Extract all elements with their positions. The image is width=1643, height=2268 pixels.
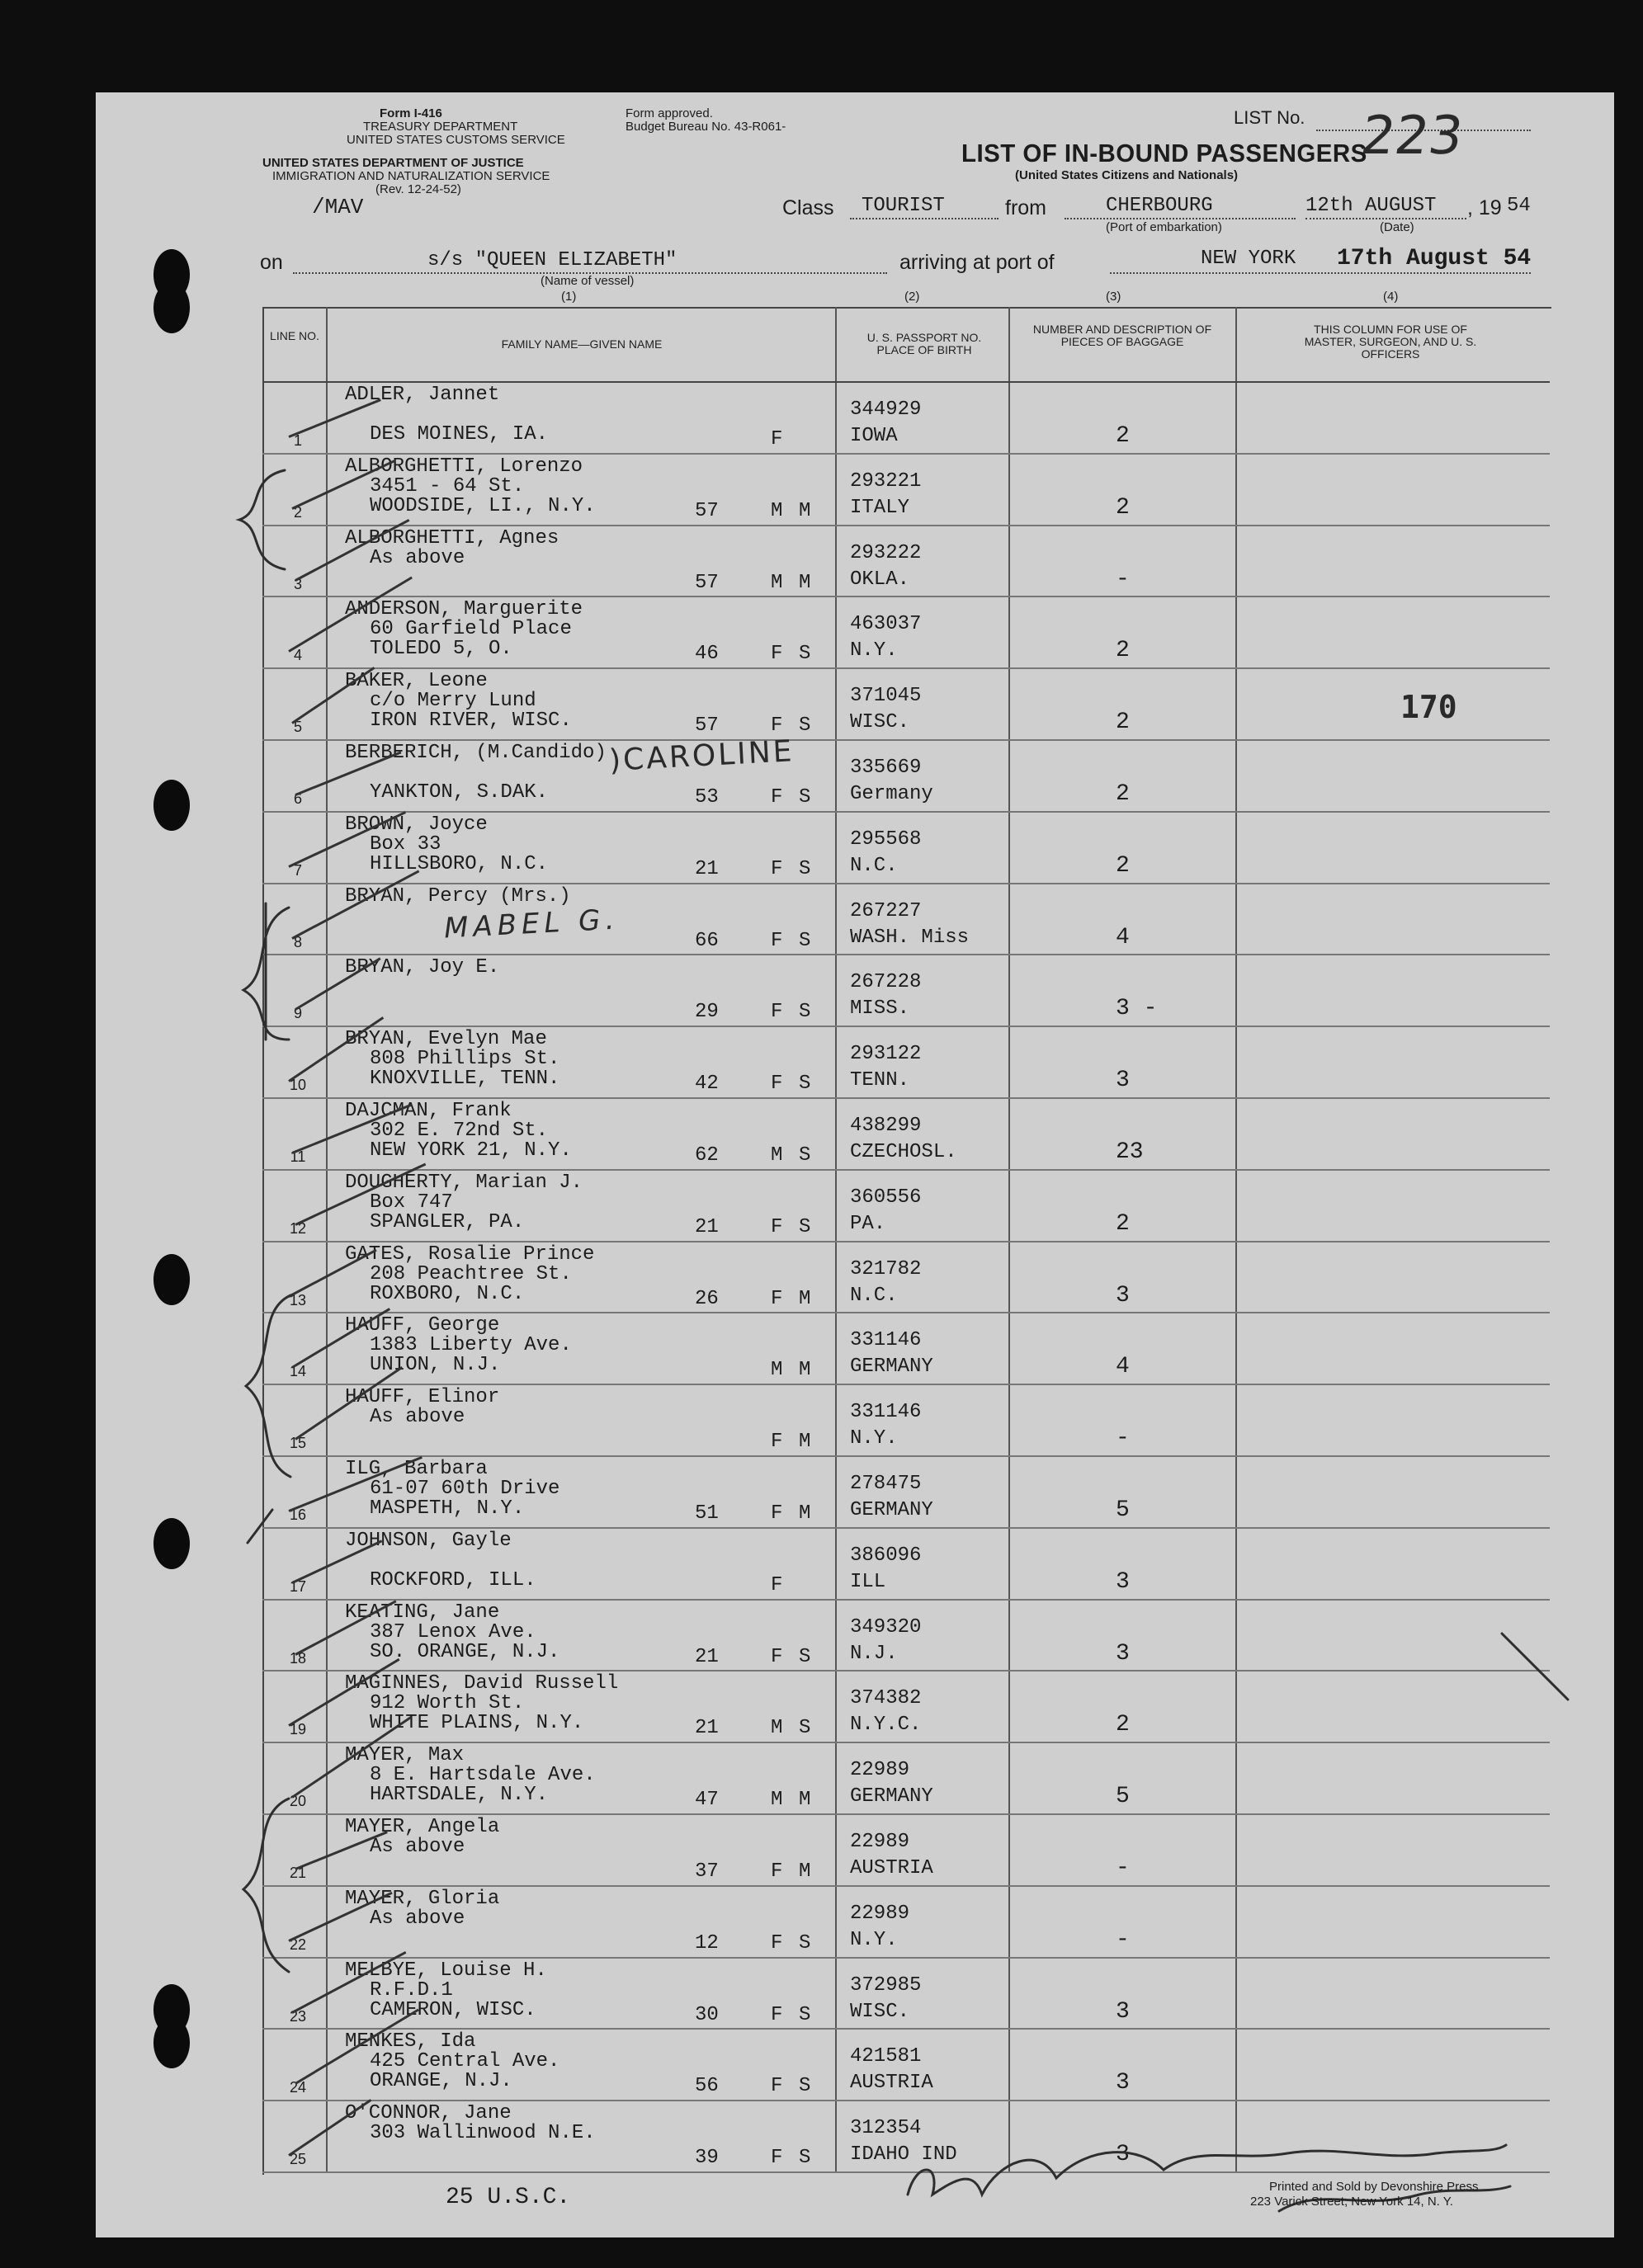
baggage-count: 3 bbox=[1116, 1998, 1130, 2025]
passenger-city: HILLSBORO, N.C. bbox=[370, 852, 549, 875]
arrival-date: 17th August 54 bbox=[1337, 246, 1532, 271]
passenger-name: JOHNSON, Gayle bbox=[345, 1529, 512, 1552]
class-label: Class bbox=[782, 196, 834, 219]
passport-number: 463037 bbox=[850, 613, 922, 636]
passenger-name: BRYAN, Joy E. bbox=[345, 956, 500, 979]
passenger-sex: F bbox=[771, 2075, 783, 2098]
passenger-address: 208 Peachtree St. bbox=[370, 1262, 572, 1285]
passenger-address: 425 Central Ave. bbox=[370, 2050, 560, 2073]
passenger-age: 66 bbox=[695, 929, 719, 952]
passenger-name: GATES, Rosalie Prince bbox=[345, 1242, 595, 1266]
passenger-city: NEW YORK 21, N.Y. bbox=[370, 1139, 572, 1162]
place-of-birth: WISC. bbox=[850, 711, 910, 734]
passenger-address: 808 Phillips St. bbox=[370, 1048, 560, 1071]
passenger-marital-status: M bbox=[799, 1359, 811, 1382]
passport-number: 22989 bbox=[850, 1759, 910, 1782]
baggage-count: - bbox=[1116, 1855, 1130, 1881]
line-number: 14 bbox=[289, 1363, 307, 1380]
vessel-caption: (Name of vessel) bbox=[541, 274, 635, 288]
header-baggage: NUMBER AND DESCRIPTION OF PIECES OF BAGGAGE bbox=[1032, 323, 1212, 348]
passport-number: 22989 bbox=[850, 1902, 910, 1925]
passenger-name: ADLER, Jannet bbox=[345, 384, 500, 406]
passenger-marital-status: M bbox=[799, 1287, 811, 1310]
passenger-name: BRYAN, Percy (Mrs.) bbox=[345, 884, 571, 908]
place-of-birth: WISC. bbox=[850, 2000, 910, 2023]
passenger-marital-status: S bbox=[799, 929, 811, 952]
form-revision: (Rev. 12-24-52) bbox=[375, 182, 461, 196]
dept-immigration: IMMIGRATION AND NATURALIZATION SERVICE bbox=[272, 169, 550, 183]
class-value: TOURIST bbox=[862, 195, 945, 217]
passenger-marital-status: S bbox=[799, 2147, 811, 2170]
line-number: 20 bbox=[289, 1793, 307, 1810]
place-of-birth: OKLA. bbox=[850, 568, 910, 591]
passenger-age: 57 bbox=[695, 571, 719, 594]
passenger-address: 302 E. 72nd St. bbox=[370, 1120, 549, 1142]
officer-number: 170 bbox=[1400, 689, 1457, 725]
passport-number: 349320 bbox=[850, 1615, 922, 1639]
place-of-birth: TENN. bbox=[850, 1069, 910, 1092]
place-of-birth: IDAHO IND bbox=[850, 2143, 957, 2167]
passenger-city: SO. ORANGE, N.J. bbox=[370, 1640, 560, 1663]
passenger-address: R.F.D.1 bbox=[370, 1978, 453, 2002]
passport-number: 267228 bbox=[850, 971, 922, 994]
baggage-count: 3 bbox=[1116, 2142, 1130, 2168]
printer-line-2: 223 Varick Street, New York 14, N. Y. bbox=[1250, 2195, 1453, 2209]
passenger-name: ALBORGHETTI, Lorenzo bbox=[345, 455, 583, 478]
passenger-city: YANKTON, S.DAK. bbox=[370, 781, 549, 804]
port-of-embarkation: CHERBOURG bbox=[1106, 195, 1213, 217]
line-number: 25 bbox=[289, 2151, 307, 2168]
header-officers: THIS COLUMN FOR USE OF MASTER, SURGEON, AND U. S. OFFICERS bbox=[1304, 323, 1477, 361]
place-of-birth: N.C. bbox=[850, 854, 898, 877]
arriving-label: arriving at port of bbox=[899, 251, 1055, 274]
passenger-marital-status: S bbox=[799, 2075, 811, 2098]
passenger-name: MELBYE, Louise H. bbox=[345, 1959, 547, 1982]
dept-customs: UNITED STATES CUSTOMS SERVICE bbox=[347, 133, 565, 147]
baggage-count: 2 bbox=[1116, 1712, 1130, 1738]
passenger-marital-status: M bbox=[799, 1789, 811, 1812]
header-passport: U. S. PASSPORT NO. PLACE OF BIRTH bbox=[866, 331, 982, 356]
passenger-city: UNION, N.J. bbox=[370, 1354, 501, 1377]
form-number: Form I-416 bbox=[380, 106, 442, 120]
passport-number: 312354 bbox=[850, 2117, 922, 2140]
passenger-address: 60 Garfield Place bbox=[370, 618, 572, 641]
passport-number: 335669 bbox=[850, 757, 922, 779]
place-of-birth: N.Y.C. bbox=[850, 1714, 922, 1737]
passport-number: 372985 bbox=[850, 1973, 922, 1997]
passport-number: 360556 bbox=[850, 1186, 922, 1209]
baggage-count: 5 bbox=[1116, 1497, 1130, 1523]
col-num-1: (1) bbox=[561, 290, 577, 304]
baggage-count: 5 bbox=[1116, 1784, 1130, 1810]
line-number: 16 bbox=[289, 1506, 307, 1523]
printer-line-1: Printed and Sold by Devonshire Press bbox=[1269, 2180, 1479, 2194]
passenger-marital-status: S bbox=[799, 2003, 811, 2026]
passenger-marital-status: S bbox=[799, 786, 811, 809]
passenger-sex: F bbox=[771, 1860, 783, 1883]
line-number: 13 bbox=[289, 1291, 307, 1308]
passport-number: 371045 bbox=[850, 685, 922, 708]
passenger-marital-status: M bbox=[799, 1502, 811, 1525]
passenger-marital-status: S bbox=[799, 1215, 811, 1238]
form-approved: Form approved. bbox=[626, 106, 713, 120]
passenger-sex: F bbox=[771, 1431, 783, 1454]
place-of-birth: N.J. bbox=[850, 1642, 898, 1665]
passenger-name: HAUFF, Elinor bbox=[345, 1386, 500, 1409]
footer-usc: 25 U.S.C. bbox=[446, 2185, 571, 2210]
passport-number: 421581 bbox=[850, 2045, 922, 2068]
place-of-birth: Germany bbox=[850, 783, 933, 805]
passenger-city: ROXBORO, N.C. bbox=[370, 1282, 525, 1305]
mav-code: /MAV bbox=[312, 195, 364, 219]
passenger-address: c/o Merry Lund bbox=[370, 690, 536, 713]
place-of-birth: CZECHOSL. bbox=[850, 1141, 957, 1163]
baggage-count: 2 bbox=[1116, 781, 1130, 807]
line-number: 24 bbox=[289, 2079, 307, 2096]
passenger-city: SPANGLER, PA. bbox=[370, 1210, 525, 1233]
arrival-port: NEW YORK bbox=[1201, 248, 1296, 270]
passenger-sex: F bbox=[771, 1073, 783, 1096]
passenger-marital-status: S bbox=[799, 1073, 811, 1096]
passport-number: 344929 bbox=[850, 398, 922, 421]
passenger-age: 42 bbox=[695, 1073, 719, 1096]
baggage-count: 3 bbox=[1116, 1282, 1130, 1308]
col-num-3: (3) bbox=[1106, 290, 1121, 304]
passport-number: 331146 bbox=[850, 1329, 922, 1352]
passenger-marital-status: S bbox=[799, 1717, 811, 1740]
passenger-marital-status: S bbox=[799, 1001, 811, 1024]
passenger-sex: M bbox=[771, 1144, 783, 1167]
passenger-city: ORANGE, N.J. bbox=[370, 2070, 512, 2093]
place-of-birth: N.Y. bbox=[850, 1427, 898, 1450]
dept-justice: UNITED STATES DEPARTMENT OF JUSTICE bbox=[262, 156, 524, 170]
passenger-city: TOLEDO 5, O. bbox=[370, 638, 512, 661]
passenger-city: CAMERON, WISC. bbox=[370, 1998, 536, 2021]
passenger-marital-status: M bbox=[799, 571, 811, 594]
passenger-city: MASPETH, N.Y. bbox=[370, 1497, 525, 1520]
baggage-count: 3 - bbox=[1116, 996, 1158, 1022]
passport-number: 331146 bbox=[850, 1401, 922, 1424]
line-number: 12 bbox=[289, 1219, 307, 1237]
line-number: 18 bbox=[289, 1649, 307, 1667]
passenger-sex: F bbox=[771, 2003, 783, 2026]
passenger-name: KEATING, Jane bbox=[345, 1601, 500, 1624]
year: 54 bbox=[1507, 195, 1531, 217]
passenger-address: As above bbox=[370, 1907, 465, 1930]
passenger-city: WOODSIDE, LI., N.Y. bbox=[370, 494, 596, 517]
passport-number: 321782 bbox=[850, 1257, 922, 1280]
baggage-count: 23 bbox=[1116, 1139, 1144, 1165]
passenger-marital-status: M bbox=[799, 1431, 811, 1454]
from-label: from bbox=[1005, 196, 1046, 219]
passenger-age: 12 bbox=[695, 1931, 719, 1954]
list-no-handwritten: 223 bbox=[1357, 106, 1467, 167]
passenger-address: 912 Worth St. bbox=[370, 1692, 525, 1715]
form-title: LIST OF IN-BOUND PASSENGERS bbox=[961, 139, 1367, 167]
passenger-sex: F bbox=[771, 714, 783, 738]
baggage-count: 2 bbox=[1116, 852, 1130, 879]
passenger-marital-status: M bbox=[799, 499, 811, 522]
passenger-age: 39 bbox=[695, 2147, 719, 2170]
passport-number: 293122 bbox=[850, 1043, 922, 1066]
place-of-birth: ITALY bbox=[850, 496, 910, 519]
passenger-age: 37 bbox=[695, 1860, 719, 1883]
line-number: 19 bbox=[289, 1721, 307, 1738]
line-number: 4 bbox=[293, 647, 302, 664]
line-number: 11 bbox=[290, 1148, 306, 1165]
line-number: 10 bbox=[289, 1077, 307, 1094]
passenger-address: Box 747 bbox=[370, 1191, 453, 1214]
passenger-name: MENKES, Ida bbox=[345, 2030, 476, 2053]
passenger-name: DOUGHERTY, Marian J. bbox=[345, 1171, 583, 1194]
passenger-name: MAYER, Angela bbox=[345, 1816, 500, 1838]
line-number: 7 bbox=[293, 861, 302, 879]
passenger-marital-status: S bbox=[799, 1645, 811, 1668]
passenger-sex: M bbox=[771, 1789, 783, 1812]
passenger-sex: M bbox=[771, 571, 783, 594]
passenger-address: As above bbox=[370, 546, 465, 569]
passenger-address: 1383 Liberty Ave. bbox=[370, 1334, 572, 1357]
line-number: 2 bbox=[293, 503, 302, 521]
passenger-sex: M bbox=[771, 499, 783, 522]
baggage-count: - bbox=[1116, 1926, 1130, 1953]
passenger-age: 21 bbox=[695, 1215, 719, 1238]
baggage-count: 2 bbox=[1116, 1210, 1130, 1237]
passenger-sex: F bbox=[771, 1215, 783, 1238]
passenger-age: 56 bbox=[695, 2075, 719, 2098]
on-label: on bbox=[260, 251, 283, 274]
passenger-address: As above bbox=[370, 1836, 465, 1858]
passenger-age: 30 bbox=[695, 2003, 719, 2026]
header-line-no: LINE NO. bbox=[270, 329, 319, 342]
passenger-sex: F bbox=[771, 643, 783, 666]
passport-number: 295568 bbox=[850, 828, 922, 851]
place-of-birth: WASH. Miss bbox=[850, 926, 970, 949]
passenger-age: 21 bbox=[695, 1645, 719, 1668]
line-number: 22 bbox=[289, 1936, 307, 1953]
passenger-sex: F bbox=[771, 1287, 783, 1310]
place-of-birth: ILL bbox=[850, 1570, 886, 1593]
line-number: 9 bbox=[293, 1005, 302, 1022]
passenger-sex: M bbox=[771, 1359, 783, 1382]
baggage-count: 4 bbox=[1116, 1354, 1130, 1380]
vessel-name: s/s "QUEEN ELIZABETH" bbox=[427, 249, 678, 271]
form-subtitle: (United States Citizens and Nationals) bbox=[1015, 168, 1239, 182]
passenger-name: MAYER, Max bbox=[345, 1744, 465, 1767]
caroline-correction: )CAROLINE bbox=[608, 734, 796, 778]
passenger-name: BROWN, Joyce bbox=[345, 813, 488, 836]
passport-number: 267227 bbox=[850, 899, 922, 922]
baggage-count: - bbox=[1116, 566, 1130, 592]
passport-number: 386096 bbox=[850, 1544, 922, 1567]
col-num-4: (4) bbox=[1383, 290, 1399, 304]
passenger-address: 8 E. Hartsdale Ave. bbox=[370, 1764, 596, 1787]
passenger-address: As above bbox=[370, 1406, 465, 1429]
passenger-city: HARTSDALE, N.Y. bbox=[370, 1784, 549, 1807]
baggage-count: 2 bbox=[1116, 710, 1130, 736]
passenger-address: 387 Lenox Ave. bbox=[370, 1620, 536, 1643]
passenger-address: 61-07 60th Drive bbox=[370, 1478, 560, 1500]
baggage-count: 3 bbox=[1116, 1068, 1130, 1094]
passenger-address: 303 Wallinwood N.E. bbox=[370, 2122, 596, 2145]
place-of-birth: IOWA bbox=[850, 425, 898, 447]
passport-number: 374382 bbox=[850, 1687, 922, 1710]
passenger-name: MAYER, Gloria bbox=[345, 1887, 500, 1910]
date-caption: (Date) bbox=[1380, 220, 1414, 234]
year-prefix: , 19 bbox=[1467, 196, 1502, 219]
passenger-name: ALBORGHETTI, Agnes bbox=[345, 526, 559, 549]
embark-date: 12th AUGUST bbox=[1305, 195, 1437, 217]
passenger-sex: F bbox=[771, 2147, 783, 2170]
passenger-name: MAGINNES, David Russell bbox=[345, 1672, 619, 1695]
port-caption: (Port of embarkation) bbox=[1106, 220, 1222, 234]
passenger-address: 3451 - 64 St. bbox=[370, 474, 525, 497]
mabel-correction: MABEL G. bbox=[443, 903, 621, 945]
passport-number: 438299 bbox=[850, 1115, 922, 1137]
passenger-city: ROCKFORD, ILL. bbox=[370, 1568, 536, 1591]
place-of-birth: MISS. bbox=[850, 997, 910, 1021]
place-of-birth: N.C. bbox=[850, 1284, 898, 1307]
passport-number: 278475 bbox=[850, 1473, 922, 1495]
place-of-birth: PA. bbox=[850, 1212, 886, 1235]
passenger-sex: F bbox=[771, 1931, 783, 1954]
place-of-birth: N.Y. bbox=[850, 1928, 898, 1951]
dept-treasury: TREASURY DEPARTMENT bbox=[363, 120, 518, 134]
passenger-sex: F bbox=[771, 1645, 783, 1668]
line-number: 1 bbox=[293, 432, 302, 449]
passenger-sex: M bbox=[771, 1717, 783, 1740]
place-of-birth: AUSTRIA bbox=[850, 2072, 933, 2095]
line-number: 8 bbox=[293, 933, 302, 950]
line-number: 5 bbox=[293, 719, 302, 736]
line-number: 21 bbox=[289, 1865, 307, 1881]
passenger-address: Box 33 bbox=[370, 832, 441, 856]
passenger-sex: F bbox=[771, 428, 783, 450]
baggage-count: - bbox=[1116, 1426, 1130, 1452]
passenger-city: WHITE PLAINS, N.Y. bbox=[370, 1712, 584, 1735]
passenger-marital-status: S bbox=[799, 857, 811, 880]
passenger-marital-status: S bbox=[799, 1144, 811, 1167]
passenger-name: BRYAN, Evelyn Mae bbox=[345, 1028, 547, 1051]
passenger-sex: F bbox=[771, 1001, 783, 1024]
passenger-name: ANDERSON, Marguerite bbox=[345, 598, 583, 621]
col-num-2: (2) bbox=[904, 290, 920, 304]
passenger-age: 57 bbox=[695, 499, 719, 522]
baggage-count: 3 bbox=[1116, 1568, 1130, 1595]
line-number: 6 bbox=[293, 790, 302, 807]
passenger-sex: F bbox=[771, 929, 783, 952]
line-number: 23 bbox=[289, 2007, 307, 2025]
passenger-age: 21 bbox=[695, 1717, 719, 1740]
passenger-age: 62 bbox=[695, 1144, 719, 1167]
passenger-marital-status: S bbox=[799, 643, 811, 666]
line-number: 17 bbox=[289, 1577, 307, 1595]
baggage-count: 2 bbox=[1116, 423, 1130, 449]
passenger-city: DES MOINES, IA. bbox=[370, 423, 549, 446]
header-name: FAMILY NAME—GIVEN NAME bbox=[501, 337, 663, 351]
passport-number: 22989 bbox=[850, 1831, 910, 1853]
passenger-age: 46 bbox=[695, 643, 719, 666]
baggage-count: 3 bbox=[1116, 1640, 1130, 1667]
passenger-city: IRON RIVER, WISC. bbox=[370, 710, 572, 733]
budget-bureau: Budget Bureau No. 43-R061- bbox=[626, 120, 786, 134]
baggage-count: 2 bbox=[1116, 494, 1130, 521]
passenger-sex: F bbox=[771, 786, 783, 809]
passenger-marital-status: S bbox=[799, 1931, 811, 1954]
passenger-name: DAJCMAN, Frank bbox=[345, 1100, 512, 1122]
place-of-birth: AUSTRIA bbox=[850, 1857, 933, 1879]
passenger-name: BAKER, Leone bbox=[345, 670, 488, 693]
passenger-marital-status: M bbox=[799, 1860, 811, 1883]
passport-number: 293222 bbox=[850, 541, 922, 564]
passenger-sex: F bbox=[771, 857, 783, 880]
passenger-city: KNOXVILLE, TENN. bbox=[370, 1068, 560, 1091]
baggage-count: 4 bbox=[1116, 924, 1130, 950]
place-of-birth: GERMANY bbox=[850, 1499, 933, 1521]
passenger-age: 26 bbox=[695, 1287, 719, 1310]
place-of-birth: GERMANY bbox=[850, 1356, 933, 1379]
line-number: 3 bbox=[293, 575, 302, 592]
passport-number: 293221 bbox=[850, 469, 922, 493]
passenger-name: ILG, Barbara bbox=[345, 1458, 488, 1480]
passenger-age: 29 bbox=[695, 1001, 719, 1024]
passenger-age: 47 bbox=[695, 1789, 719, 1812]
line-number: 15 bbox=[289, 1435, 307, 1452]
passenger-sex: F bbox=[771, 1502, 783, 1525]
passenger-marital-status: S bbox=[799, 714, 811, 738]
passenger-name: BERBERICH, (M.Candido) bbox=[345, 742, 607, 764]
passenger-age: 21 bbox=[695, 857, 719, 880]
list-no-label: LIST No. bbox=[1234, 107, 1305, 128]
baggage-count: 2 bbox=[1116, 638, 1130, 664]
baggage-count: 3 bbox=[1116, 2070, 1130, 2096]
passenger-name: O'CONNOR, Jane bbox=[345, 2102, 512, 2125]
passenger-sex: F bbox=[771, 1573, 783, 1596]
passenger-age: 51 bbox=[695, 1502, 719, 1525]
passenger-age: 57 bbox=[695, 714, 719, 738]
place-of-birth: N.Y. bbox=[850, 639, 898, 662]
passenger-age: 53 bbox=[695, 786, 719, 809]
passenger-name: HAUFF, George bbox=[345, 1314, 500, 1337]
place-of-birth: GERMANY bbox=[850, 1785, 933, 1808]
